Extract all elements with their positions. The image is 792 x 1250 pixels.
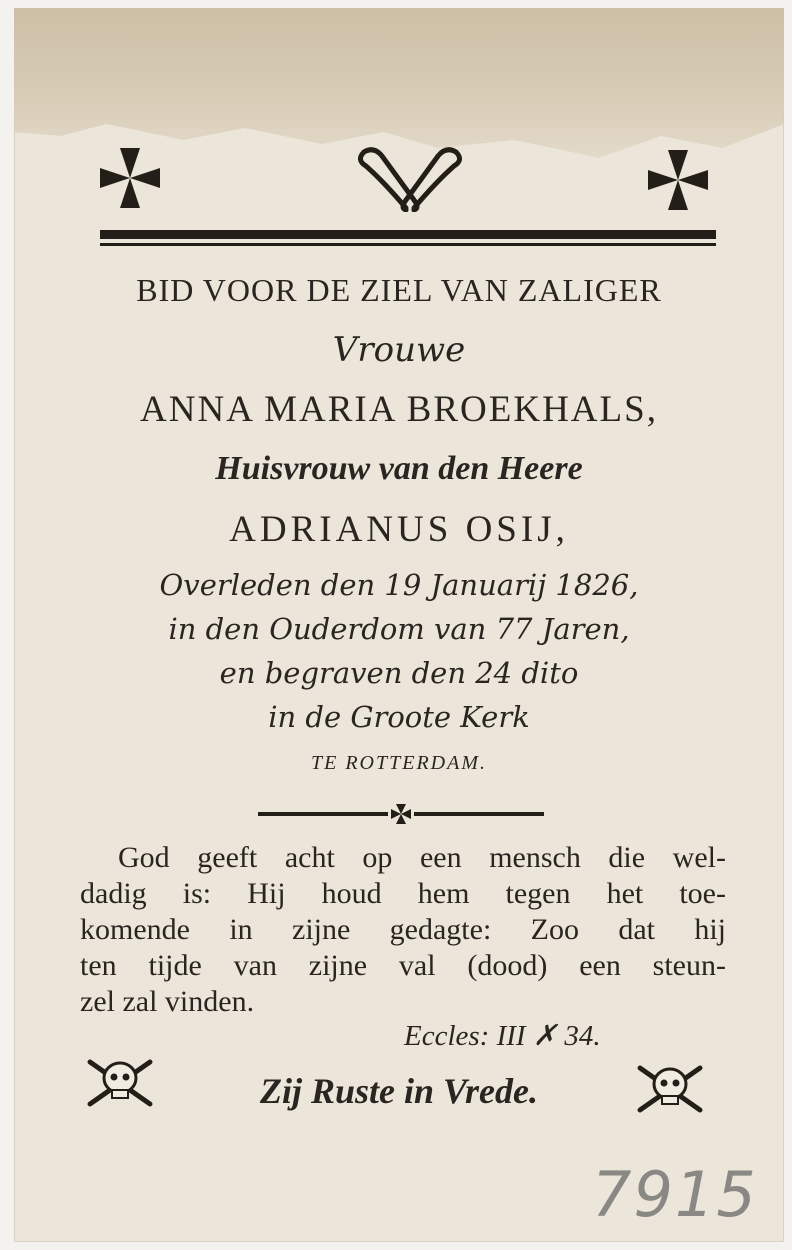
quote-line-1: God geeft acht op een mensch die wel-: [118, 841, 726, 874]
place-line: TE ROTTERDAM.: [311, 752, 487, 774]
relation-line: Huisvrouw van den Heere: [215, 450, 583, 487]
age-line: in den Ouderdom van 77 Jaren,: [168, 612, 630, 646]
cross-pattee-icon-left: [96, 144, 164, 212]
quote-line-4: ten tijde van zijne val (dood) een steun-: [80, 949, 726, 982]
top-double-rule: [100, 230, 716, 246]
cross-pattee-icon-right: [644, 146, 712, 214]
closing-line: Zij Ruste in Vrede.: [259, 1071, 539, 1111]
handwritten-inventory-number: 7915: [592, 1158, 758, 1231]
memorial-card: [14, 8, 784, 1242]
church-line: in de Groote Kerk: [268, 700, 530, 734]
cross-divider: [258, 804, 544, 824]
citation: Eccles: III ✗ 34.: [404, 1020, 601, 1052]
quote-line-3: komende in zijne gedagte: Zoo dat hij: [80, 913, 726, 946]
skull-crossbones-icon-right: [634, 1060, 706, 1116]
quote-line-5: zel zal vinden.: [80, 985, 255, 1018]
quote-line-2: dadig is: Hij houd hem tegen het toe-: [80, 877, 726, 910]
burial-line: en begraven den 24 dito: [219, 656, 579, 690]
heading: BID VOOR DE ZIEL VAN ZALIGER: [136, 272, 662, 308]
death-line: Overleden den 19 Januarij 1826,: [159, 568, 639, 602]
crossed-bones-icon: [354, 142, 466, 212]
husband-name: ADRIANUS OSIJ,: [229, 509, 569, 550]
title-word: Vrouwe: [332, 330, 466, 370]
deceased-name: ANNA MARIA BROEKHALS,: [140, 389, 658, 430]
